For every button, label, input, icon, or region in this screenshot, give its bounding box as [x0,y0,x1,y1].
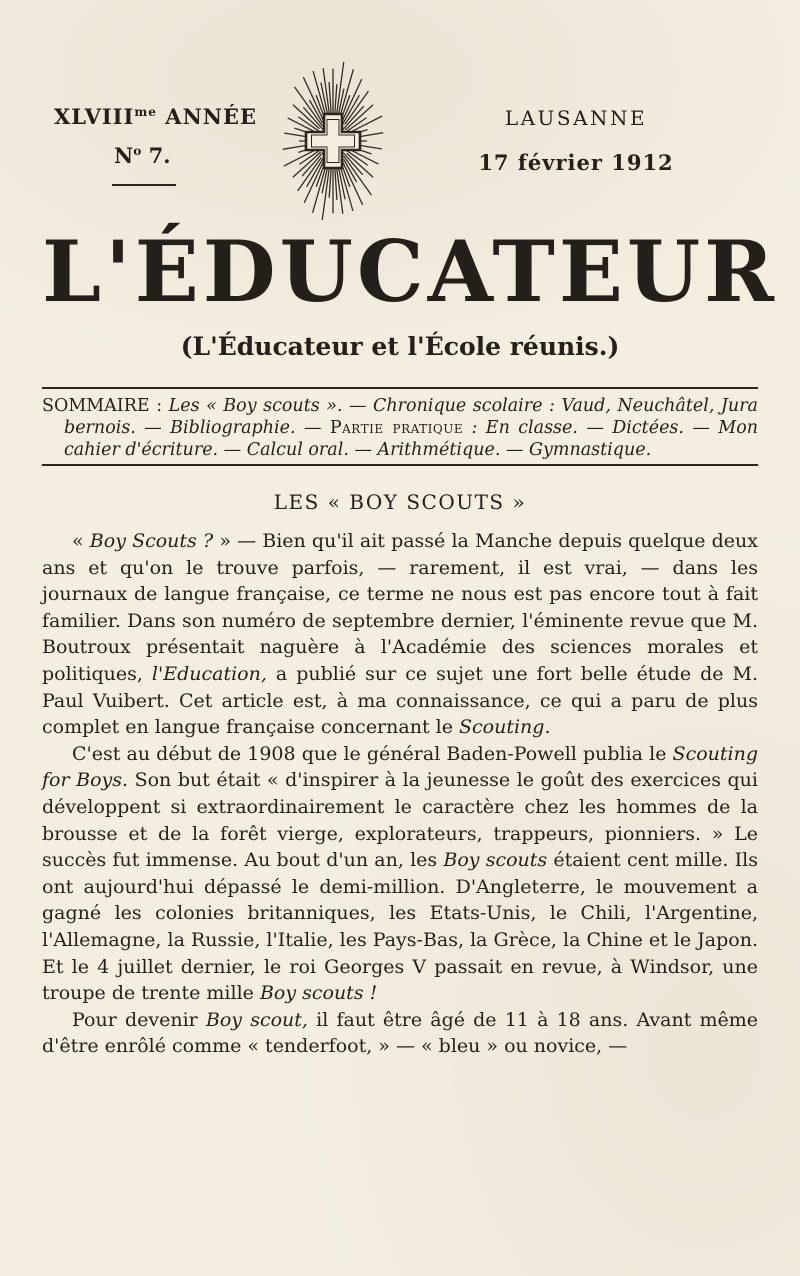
journal-subtitle: (L'Éducateur et l'École réunis.) [180,332,620,361]
city-label: LAUSANNE [504,106,648,130]
issue-number-rule [112,184,176,186]
article-paragraph: « Boy Scouts ? » — Bien qu'il ait passé la Manche depuis quelque deux ans et qu'on le trouve parfois, — rarement, il est vrai, — dans les journaux de langue française, ce terme ne nous est pas encore tout à fait familier. Dans son numéro de septembre dernier, l'éminente revue que M. Boutroux présentait naguère à l'Académie des sciences morales et politiques, l'Education, a publié sur ce sujet une fort belle étude de M. Paul Vuibert. Cet article est, à ma connaissance, ce qui a paru de plus complet en langue française concernant le Scouting. [42,530,758,739]
sommaire-line: SOMMAIRE : Les « Boy scouts ». — Chronique scolaire : Vaud, Neuchâtel, Jura bernois. — Bibliographie. — Partie pratique : En classe. — Dictées. — Mon cahier d'écriture. — Calcul oral. — Arithmétique. — Gymnastique. [42,396,758,460]
article-paragraph: C'est au début de 1908 que le général Baden-Powell publia le Scouting for Boys. Son but était « d'inspirer à la jeunesse le goût des exercices qui développent si extraordinairement le caractère chez les hommes de la brousse et de la forêt vierge, explorateurs, trappeurs, pionniers. » Le succès fut immense. Au bout d'un an, les Boy scouts étaient cent mille. Ils ont aujourd'hui dépassé le demi-million. D'Angleterre, le mouvement a gagné les colonies britanniques, les Etats-Unis, le Chili, l'Argentine, l'Allemagne, la Russie, l'Italie, les Pays-Bas, la Grèce, la Chine et le Japon. Et le 4 juillet dernier, le roi Georges V passait en revue, à Windsor, une troupe de trente mille Boy scouts ! [42,742,759,1005]
divider-rule-top [42,387,758,389]
article-paragraph: Pour devenir Boy scout, il faut être âgé de 11 à 18 ans. Avant même d'être enrôlé comme « tenderfoot, » — « bleu » ou novice, — [42,1008,759,1058]
issue-date: 17 février 1912 [478,150,674,175]
masthead-left [54,104,257,186]
article-body [42,528,758,1060]
volume-year: $XLVIII^{me}$ ANNÉE [54,104,257,129]
swiss-cross [306,114,360,168]
issue-number: $N^o$ 7. [114,143,171,168]
journal-title: L'ÉDUCATEUR [42,222,778,321]
masthead-right [472,106,680,175]
swiss-cross-sunburst-icon [272,56,394,226]
divider-rule-bottom [42,464,758,466]
article-heading: LES « BOY SCOUTS » [273,490,527,514]
